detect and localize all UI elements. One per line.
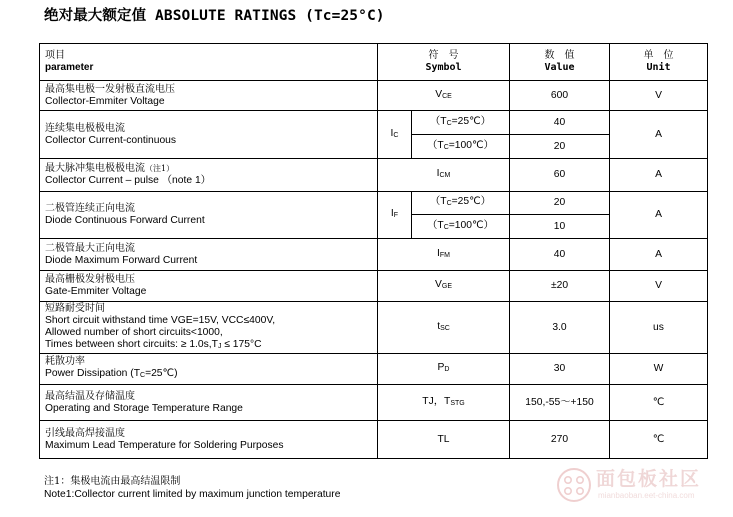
condition-subscript: C — [443, 143, 449, 151]
symbol-subscript: STG — [450, 399, 465, 407]
value-cell: 150,-55～+150 — [510, 385, 610, 421]
unit-cell: ℃ — [610, 385, 708, 421]
param-en-line-2: Allowed number of short circuits<1000, — [45, 326, 223, 338]
param-zh: 二极管最大正向电流 — [45, 242, 135, 254]
param-cell — [40, 111, 378, 159]
header-value — [510, 44, 610, 81]
param-en: Collector Current – pulse （note 1） — [45, 175, 211, 186]
unit-cell: us — [610, 302, 708, 354]
value-cell: 10 — [510, 215, 610, 239]
param-zh: 二极管连续正向电流 — [45, 203, 135, 214]
header-value-zh: 数 值 — [544, 50, 575, 61]
value-cell: 600 — [510, 81, 610, 111]
param-zh: 引线最高焊接温度 — [45, 427, 125, 439]
symbol-cell — [378, 354, 510, 385]
symbol-main: I — [436, 168, 440, 179]
param-cell — [40, 421, 378, 459]
param-en: Maximum Lead Temperature for Soldering Purposes — [45, 439, 284, 451]
param-en-line-3 — [45, 339, 372, 353]
table-row-vce — [40, 81, 708, 111]
param-cell — [40, 192, 378, 239]
symbol-cell — [378, 192, 412, 239]
unit-cell: A — [610, 192, 708, 239]
unit-cell: A — [610, 239, 708, 271]
param-en-subscript: J — [217, 342, 222, 350]
unit-cell: A — [610, 159, 708, 192]
watermark-url: mianbaoban.eet-china.com — [598, 491, 695, 500]
value-cell: 20 — [510, 192, 610, 215]
table-row-icm — [40, 159, 708, 192]
unit-cell: V — [610, 271, 708, 302]
symbol-main: P — [437, 362, 445, 373]
table-row-ic — [40, 111, 708, 135]
value-cell: 40 — [510, 239, 610, 271]
symbol-subscript: F — [393, 212, 399, 219]
symbol-subscript: GE — [441, 283, 452, 290]
condition-subscript: C — [446, 200, 452, 207]
symbol-subscript: FM — [439, 251, 450, 259]
param-zh: 最高集电极一发射极直流电压 — [45, 83, 175, 95]
param-en-text: =25℃) — [145, 368, 178, 379]
value-cell: 20 — [510, 135, 610, 159]
condition-subscript: C — [446, 119, 452, 127]
symbol-main: I — [390, 208, 394, 219]
symbol-main: t — [437, 320, 441, 332]
condition-cell — [412, 192, 510, 215]
header-value-en: Value — [544, 62, 575, 73]
table-row-tj — [40, 385, 708, 421]
symbol-subscript: C — [393, 131, 399, 139]
condition-subscript: C — [443, 223, 449, 231]
param-zh — [45, 163, 372, 175]
symbol-main: TJ，T — [422, 395, 451, 407]
condition-text: =100℃） — [448, 139, 494, 151]
table-row-ifm — [40, 239, 708, 271]
symbol-subscript: D — [444, 366, 450, 373]
param-en: Diode Continuous Forward Current — [45, 215, 205, 226]
value-cell: 40 — [510, 111, 610, 135]
condition-text: =25℃） — [451, 196, 491, 207]
header-symbol-en: Symbol — [425, 62, 462, 73]
watermark-logo-icon — [556, 467, 592, 503]
absolute-ratings-table — [39, 43, 708, 459]
table-row-tsc — [40, 302, 708, 354]
condition-cell — [412, 111, 510, 135]
header-unit — [610, 44, 708, 81]
param-cell — [40, 302, 378, 354]
symbol-cell — [378, 385, 510, 421]
symbol-cell — [378, 159, 510, 192]
param-cell — [40, 81, 378, 111]
header-unit-zh: 单 位 — [643, 50, 674, 61]
param-zh: 耗散功率 — [45, 356, 85, 367]
symbol-main: V — [435, 88, 443, 100]
value-cell: 60 — [510, 159, 610, 192]
param-zh: 最高栅极发射极电压 — [45, 274, 135, 285]
symbol-cell — [378, 239, 510, 271]
param-en: Gate-Emmiter Voltage — [45, 286, 147, 297]
header-symbol — [378, 44, 510, 81]
unit-cell: ℃ — [610, 421, 708, 459]
param-en-text: ≤ 175°C — [221, 338, 262, 350]
unit-cell: W — [610, 354, 708, 385]
page-title: 绝对最大额定值 ABSOLUTE RATINGS (Tc=25°C) — [44, 8, 385, 24]
unit-cell: A — [610, 111, 708, 159]
footnote-zh: 注1：集极电流由最高结温限制 — [44, 476, 181, 487]
symbol-main: V — [435, 279, 442, 290]
condition-text: （T — [427, 139, 444, 151]
param-en-text: Times between short circuits: ≥ 1.0s,T — [45, 338, 218, 350]
table-row-if — [40, 192, 708, 215]
param-cell — [40, 354, 378, 385]
condition-cell — [412, 215, 510, 239]
table-header-row — [40, 44, 708, 81]
symbol-subscript: CE — [442, 92, 452, 100]
symbol-cell — [378, 302, 510, 354]
watermark — [556, 461, 724, 509]
symbol-cell: TL — [378, 421, 510, 459]
value-cell: ±20 — [510, 271, 610, 302]
condition-text: =100℃） — [448, 219, 494, 231]
condition-text: =25℃） — [451, 115, 491, 127]
param-cell — [40, 271, 378, 302]
param-en-line-1: Short circuit withstand time VGE=15V, VCC≤400V, — [45, 314, 276, 326]
value-cell: 3.0 — [510, 302, 610, 354]
symbol-cell — [378, 81, 510, 111]
param-en-text: Power Dissipation (T — [45, 368, 140, 379]
symbol-cell — [378, 271, 510, 302]
value-cell: 270 — [510, 421, 610, 459]
symbol-subscript: SC — [440, 324, 450, 332]
condition-text: （T — [427, 219, 444, 231]
param-cell — [40, 385, 378, 421]
param-en-subscript: C — [140, 372, 146, 379]
footnote-en: Note1:Collector current limited by maximum junction temperature — [44, 489, 341, 500]
param-en — [45, 368, 372, 382]
header-parameter-zh: 项目 — [45, 50, 65, 61]
param-en: Collector Current-continuous — [45, 134, 177, 146]
param-cell — [40, 159, 378, 192]
symbol-main: I — [437, 247, 440, 259]
value-cell: 30 — [510, 354, 610, 385]
header-symbol-zh: 符 号 — [428, 50, 459, 61]
header-parameter-en: parameter — [45, 62, 94, 73]
condition-text: （T — [430, 196, 447, 207]
param-zh: 最高结温及存储温度 — [45, 390, 135, 402]
condition-cell — [412, 135, 510, 159]
header-parameter — [40, 44, 378, 81]
unit-cell: V — [610, 81, 708, 111]
footnote — [44, 475, 340, 501]
param-zh: 连续集电极极电流 — [45, 122, 125, 134]
param-en: Collector-Emmiter Voltage — [45, 95, 165, 107]
param-en: Diode Maximum Forward Current — [45, 254, 198, 266]
symbol-cell — [378, 111, 412, 159]
condition-text: （T — [430, 115, 447, 127]
table-row-vge — [40, 271, 708, 302]
header-unit-en: Unit — [646, 62, 671, 73]
param-zh-text: 最大脉冲集电极极电流 — [45, 163, 145, 174]
symbol-subscript: CM — [439, 172, 451, 179]
symbol-main: I — [390, 127, 394, 139]
table-row-tl — [40, 421, 708, 459]
param-en: Operating and Storage Temperature Range — [45, 402, 243, 414]
param-zh-note: （注1） — [145, 164, 175, 173]
param-cell — [40, 239, 378, 271]
param-zh: 短路耐受时间 — [45, 302, 105, 314]
watermark-text: 面包板社区 — [596, 468, 702, 490]
table-row-pd — [40, 354, 708, 385]
